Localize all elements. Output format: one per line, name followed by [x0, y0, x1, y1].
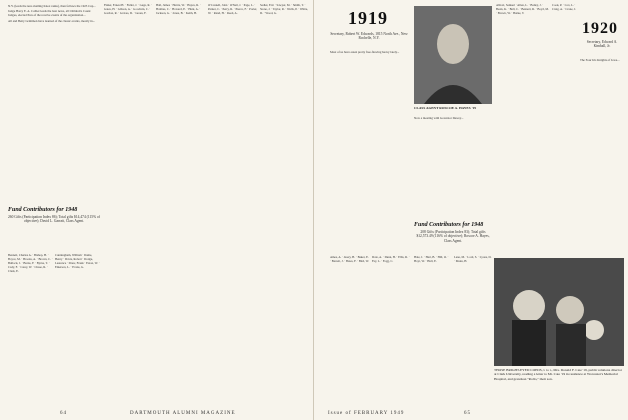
- right-running-foot: Issue of FEBRUARY 1949: [328, 411, 405, 416]
- secretary-1920: Secretary, Edward A. Kimball, Jr.: [586, 40, 618, 49]
- contributor-names-1919-1: Abbott, Samuel · Allen, L. · Bailey, J. · Beals, K. · Bell, C. · Bennett, R. · Boyd, M. · Brown, W. · Burke, T.: [496, 4, 549, 15]
- contributor-names-6: Sadler, Eric · Sawyer, M. · Smith, T. · Stone, J. · Taylor, R. · Wells, P. · White, D. · Wood, G.: [260, 4, 308, 15]
- contributor-names-1919-2: Cook, P. · Cox, L. · Craig, A. · Crane, J.: [552, 4, 576, 11]
- right-page-number: 65: [464, 411, 471, 416]
- contributor-names-1919-4: Dole, A. · Dunn, H. · Ellis, R. · Fay, L. · Fogg, C.: [372, 256, 410, 263]
- left-page-number: 64: [60, 411, 67, 416]
- portrait-caption: CLASS AGENT ROSCOE A. HAYES '19: [414, 106, 477, 110]
- fund-title-1919: Fund Contributors for 1948: [414, 222, 484, 228]
- contributor-names-1919-6: Lane, M. · Lord, S. · Lyons, D. · Mann, H.: [454, 256, 492, 263]
- contributor-names-1919-3: Ames, A. · Avery, H. · Baker, E. · Barrett, J. · Bates, F. · Bird, W.: [330, 256, 369, 263]
- right-page: [314, 0, 628, 420]
- class-year-1920: 1920: [582, 20, 618, 37]
- contributor-names-5: O'Connell, John · O'Neil, J. · Page, L. · Parker, C. · Perry, R. · Pierce, F. · Porter, W. · Rand, H. · Reed, A.: [208, 4, 258, 15]
- contributor-names-3: Fisher, Ernest H. · Fuller, J. · Gage, R. · Gates, H. · Gibson, A. · Goodwin, C. · Gordon, R. · Graves, D. · Green, F.: [104, 4, 153, 15]
- class-notes-1919: Most of us have eaten pretty free-flowing heavy lately...: [330, 50, 400, 54]
- class-year-1919: 1919: [348, 8, 388, 28]
- fund-contributors-block: [8, 205, 100, 251]
- contributor-names-4: Hall, James · Harris, W. · Hayes, R. · Holmes, C. · Howard, E. · Hunt, A. · Jackson, G. · Jones, B. · Keith, H.: [156, 4, 201, 15]
- secretary-1919: Secretary, Robert W. Edwards, 1815 North Ave., New Rochelle, N.Y.: [330, 32, 408, 41]
- class-notes-1919-b: Now a meeting with Governor Dewey...: [414, 116, 464, 120]
- family-photo: [494, 258, 624, 366]
- fund-contributors-1919: [414, 220, 492, 250]
- fund-stats-left: 260 Gifts (Participation Index 86); Total gifts $14,474 (115% of objective); David L. Garratt, Class Agent.: [8, 215, 100, 224]
- fund-stats-1919: 208 Gifts (Participation Index 83); Total gifts $12,573.49 (116% of objective); Roscoe A. Hayes, Class Agent.: [416, 230, 490, 243]
- contributor-names-2: Cunningham, William · Dame, Henry · Davis, Robert · Dodge, Laurence · Drew, Frank · Eaton, W. · Emerson, L. · Evans, G.: [55, 254, 100, 269]
- photo-caption: THOSE BRIGHT-EYED COEDS, l. to r., Mrs. Donald F. Cate '19, public relations director at Clark University, reading a letter to Mr. Cate '19 in residence at Worcester's Memorial Hospital, and grandson "Rollo," their son.: [494, 368, 622, 381]
- contributor-names-1: Bennett, Charles A. · Bishop, H. · Boyce, M. · Brooks, A. · Brown, C. · Bullock, J. · Burns, F. · Byrne, T. · Cady, F. · Carey, W. · Chase, R. · Clark, E.: [8, 254, 53, 273]
- portrait-photo: [414, 6, 492, 104]
- left-running-foot: DARTMOUTH ALUMNI MAGAZINE: [130, 411, 236, 416]
- class-notes-column-1: N.Y. (leads the new-mailing Knox ranks), then follows the 1923 Cup... Judge Harry E. A. Collier leads the best news, all Children's Count Judges, elected Pres of the receive events of the organization... All and Betty Grimmon have learned of the classic events, mostly in...: [8, 4, 96, 23]
- class-notes-1920: The Four Iris Knights of Iowa...: [580, 58, 620, 62]
- fund-title-left: Fund Contributors for 1948: [8, 207, 78, 213]
- contributor-names-1919-5: Hale, J. · Hart, B. · Hill, O. · Hoyt, W. · Hull, E.: [414, 256, 449, 263]
